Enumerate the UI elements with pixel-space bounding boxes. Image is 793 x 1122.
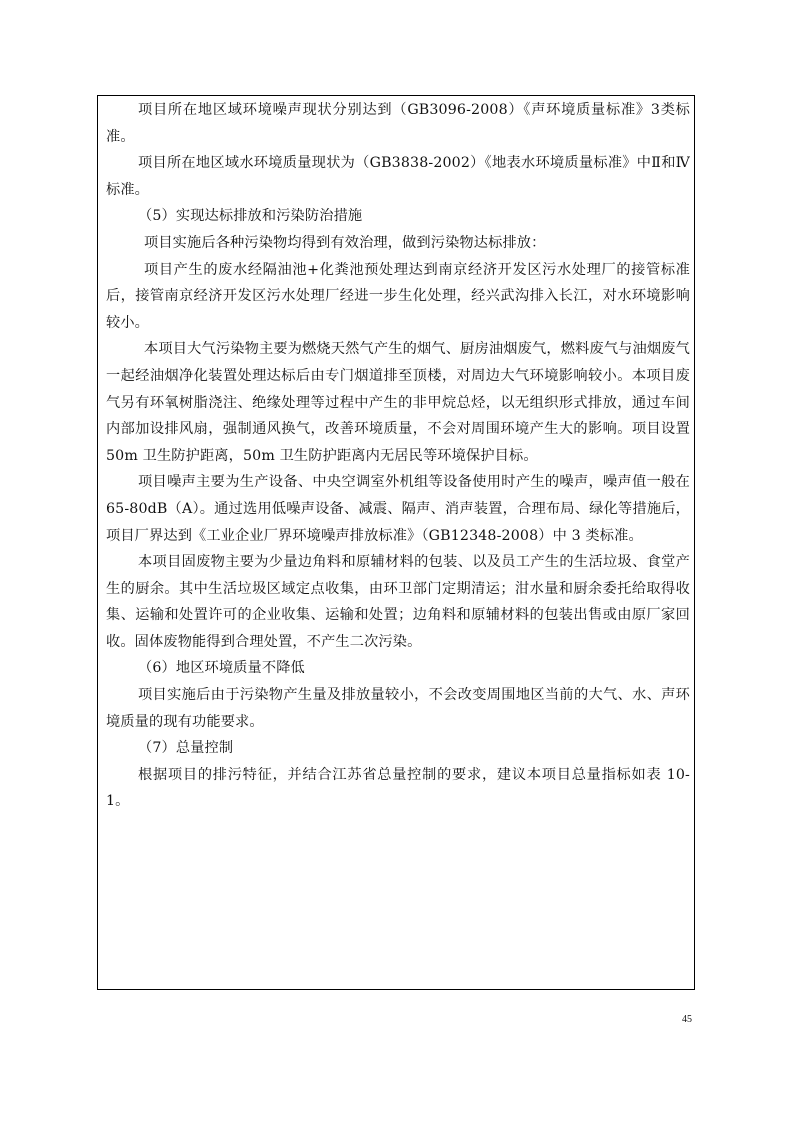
paragraph-environment-quality: 项目实施后由于污染物产生量及排放量较小，不会改变周围地区当前的大气、水、声环境质量的现有功能要求。: [106, 687, 690, 730]
section-heading-6: （6）地区环境质量不降低: [138, 660, 305, 677]
paragraph-solid-waste: 本项目固废物主要为少量边角料和原辅材料的包装、以及员工产生的生活垃圾、食堂产生的厨余。其中生活垃圾区域定点收集，由环卫部门定期清运；泔水量和厨余委托给取得收集、运输和处置许可的企业收集、运输和处置；边角料和原辅材料的包装出售或由原厂家回收。固体废物能得到合理处置，不产生二次污染。: [106, 554, 690, 650]
paragraph-total-control: 根据项目的排污特征，并结合江苏省总量控制的要求，建议本项目总量指标如表 10-1。: [106, 766, 690, 810]
paragraph-wastewater: 项目产生的废水经隔油池+化粪池预处理达到南京经济开发区污水处理厂的接管标准后，接管南京经济开发区污水处理厂经进一步生化处理，经兴武沟排入长江，对水环境影响较小。: [106, 261, 690, 331]
page-number: 45: [682, 1014, 692, 1025]
paragraph-noise-sources: 项目噪声主要为生产设备、中央空调室外机组等设备使用时产生的噪声，噪声值一般在 65-80dB（A）。通过选用低噪声设备、减震、隔声、消声装置，合理布局、绿化等措施后，项目厂界达到《工业企业厂界环境噪声排放标准》（GB12348-2008）中 3 类标准。: [106, 474, 690, 544]
section-heading-7: （7）总量控制: [138, 740, 234, 757]
paragraph-air-pollution: 本项目大气污染物主要为燃烧天然气产生的烟气、厨房油烟废气，燃料废气与油烟废气一起经油烟净化装置处理达标后由专门烟道排至顶楼，对周边大气环境影响较小。本项目废气另有环氧树脂浇注、绝缘处理等过程中产生的非甲烷总烃，以无组织形式排放，通过车间内部加设排风扇，强制通风换气，改善环境质量，不会对周围环境产生大的影响。项目设置 50m 卫生防护距离，50m 卫生防护距离内无居民等环境保护目标。: [106, 341, 690, 464]
document-body: [106, 97, 690, 815]
paragraph-pollutant-treatment: 项目实施后各种污染物均得到有效治理，做到污染物达标排放：: [144, 234, 546, 251]
section-heading-5: （5）实现达标排放和污染防治措施: [138, 208, 363, 225]
paragraph-water-status: 项目所在地区域水环境质量现状为（GB3838-2002）《地表水环境质量标准》中Ⅱ和Ⅳ标准。: [106, 155, 690, 198]
paragraph-noise-status: 项目所在地区域环境噪声现状分别达到（GB3096-2008）《声环境质量标准》3类标准。: [106, 102, 690, 145]
